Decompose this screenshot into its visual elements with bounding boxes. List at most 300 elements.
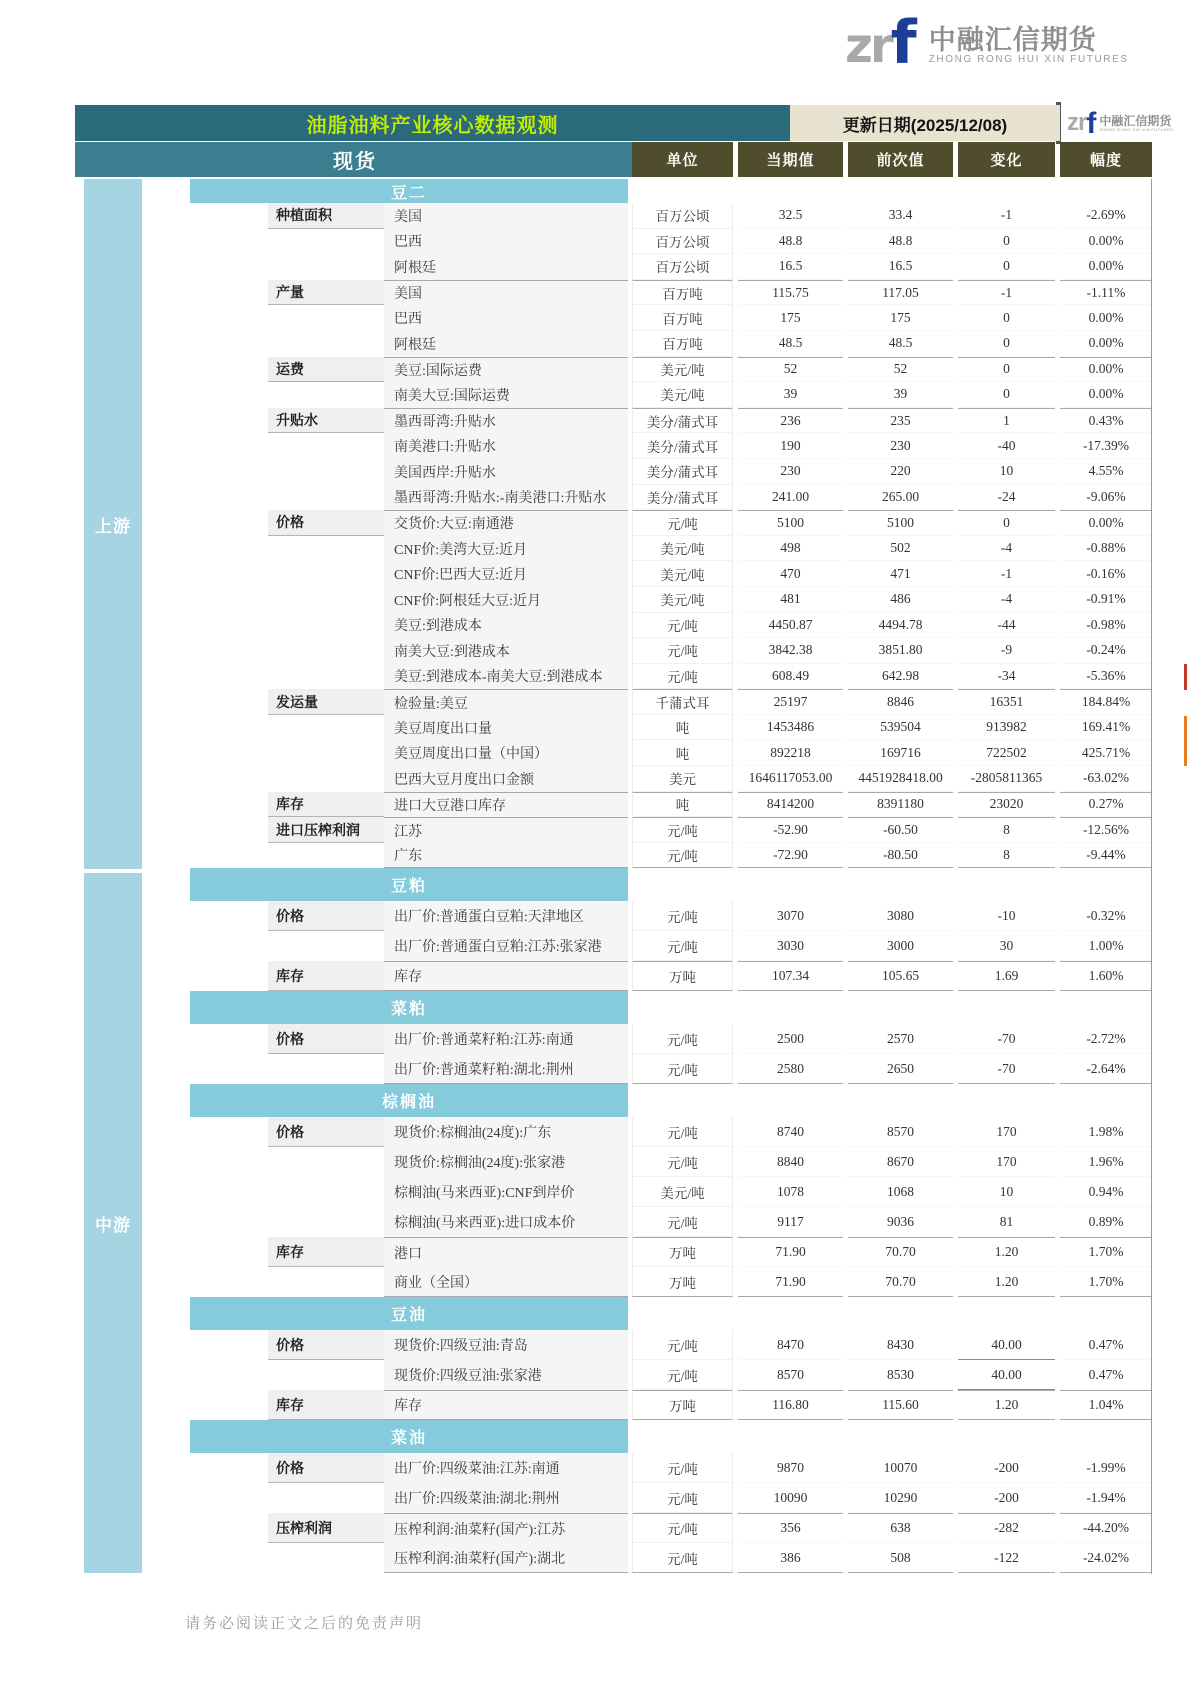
cell-change: 16351 bbox=[958, 689, 1055, 715]
cell-previous: 8846 bbox=[848, 689, 953, 715]
cell-unit: 元/吨 bbox=[632, 843, 733, 869]
row-label: 美豆周度出口量 bbox=[384, 715, 628, 741]
section-0 bbox=[75, 179, 1152, 868]
table-row bbox=[75, 792, 1152, 818]
category-label bbox=[268, 536, 384, 562]
cell-current: 481 bbox=[738, 587, 843, 613]
watermark-zr-text: zr bbox=[1067, 109, 1087, 137]
row-label: 美国 bbox=[384, 280, 628, 306]
category-label: 运费 bbox=[268, 357, 384, 383]
table-row bbox=[75, 229, 1152, 255]
cell-pct: 0.00% bbox=[1060, 357, 1152, 383]
cell-unit: 元/吨 bbox=[632, 1513, 733, 1543]
row-label: 出厂价:四级菜油:江苏:南通 bbox=[384, 1453, 628, 1483]
cell-unit: 元/吨 bbox=[632, 1117, 733, 1147]
cell-previous: 2650 bbox=[848, 1054, 953, 1084]
cell-change: 40.00 bbox=[958, 1360, 1055, 1390]
cell-unit: 千蒲式耳 bbox=[632, 689, 733, 715]
cell-change: 23020 bbox=[958, 792, 1055, 818]
category-label bbox=[268, 1267, 384, 1297]
cell-current: 107.34 bbox=[738, 961, 843, 991]
cell-unit: 百万吨 bbox=[632, 331, 733, 357]
column-header-current: 当期值 bbox=[738, 142, 843, 177]
row-label: 进口大豆港口库存 bbox=[384, 792, 628, 818]
category-label: 发运量 bbox=[268, 689, 384, 715]
cell-change: -9 bbox=[958, 638, 1055, 664]
row-label: CNF价:美湾大豆:近月 bbox=[384, 536, 628, 562]
row-label: 现货价:四级豆油:张家港 bbox=[384, 1360, 628, 1390]
cell-change: 170 bbox=[958, 1117, 1055, 1147]
cell-previous: 508 bbox=[848, 1543, 953, 1573]
table-row bbox=[75, 931, 1152, 961]
table-row bbox=[75, 280, 1152, 306]
company-logo bbox=[845, 8, 1129, 78]
row-label: 棕榈油(马来西亚):进口成本价 bbox=[384, 1207, 628, 1237]
cell-current: 3030 bbox=[738, 931, 843, 961]
cell-unit: 美元/吨 bbox=[632, 357, 733, 383]
category-label bbox=[268, 382, 384, 408]
table-row bbox=[75, 1237, 1152, 1267]
cell-previous: 48.8 bbox=[848, 229, 953, 255]
section-5 bbox=[75, 1420, 1152, 1573]
category-label bbox=[268, 931, 384, 961]
row-label: 商业（全国） bbox=[384, 1267, 628, 1297]
cell-pct: 0.00% bbox=[1060, 510, 1152, 536]
row-label: 出厂价:普通菜籽粕:湖北:荆州 bbox=[384, 1054, 628, 1084]
cell-unit: 美元/吨 bbox=[632, 587, 733, 613]
cell-unit: 万吨 bbox=[632, 1390, 733, 1420]
row-label: 美豆:国际运费 bbox=[384, 357, 628, 383]
row-label: 现货价:棕榈油(24度):张家港 bbox=[384, 1147, 628, 1177]
row-label: 南美大豆:国际运费 bbox=[384, 382, 628, 408]
row-label: 检验量:美豆 bbox=[384, 689, 628, 715]
cell-current: 9870 bbox=[738, 1453, 843, 1483]
cell-unit: 元/吨 bbox=[632, 1483, 733, 1513]
category-label bbox=[268, 766, 384, 792]
cell-pct: 1.00% bbox=[1060, 931, 1152, 961]
cell-previous: -80.50 bbox=[848, 843, 953, 869]
row-label: 出厂价:普通蛋白豆粕:天津地区 bbox=[384, 901, 628, 931]
cell-change: 1.20 bbox=[958, 1237, 1055, 1267]
cell-previous: 33.4 bbox=[848, 203, 953, 229]
cell-current: 241.00 bbox=[738, 485, 843, 511]
cell-current: 470 bbox=[738, 561, 843, 587]
cell-previous: 2570 bbox=[848, 1024, 953, 1054]
table-row bbox=[75, 1024, 1152, 1054]
logo-en-name: ZHONG RONG HUI XIN FUTURES bbox=[928, 54, 1129, 66]
cell-unit: 百万公顷 bbox=[632, 203, 733, 229]
category-label bbox=[268, 1054, 384, 1084]
cell-pct: 425.71% bbox=[1060, 740, 1152, 766]
cell-current: 48.5 bbox=[738, 331, 843, 357]
category-label bbox=[268, 740, 384, 766]
cell-current: 236 bbox=[738, 408, 843, 434]
table-row bbox=[75, 433, 1152, 459]
row-label: 美国 bbox=[384, 203, 628, 229]
cell-unit: 元/吨 bbox=[632, 1147, 733, 1177]
cell-current: 39 bbox=[738, 382, 843, 408]
cell-change: -1 bbox=[958, 561, 1055, 587]
cell-unit: 吨 bbox=[632, 715, 733, 741]
cell-unit: 元/吨 bbox=[632, 931, 733, 961]
row-label: 压榨利润:油菜籽(国产):江苏 bbox=[384, 1513, 628, 1543]
category-label: 库存 bbox=[268, 1237, 384, 1267]
cell-change: -44 bbox=[958, 613, 1055, 639]
row-label: 出厂价:普通蛋白豆粕:江苏:张家港 bbox=[384, 931, 628, 961]
side-band-upstream: 上游 bbox=[84, 179, 142, 869]
cell-pct: 1.96% bbox=[1060, 1147, 1152, 1177]
cell-previous: 230 bbox=[848, 433, 953, 459]
cell-current: 71.90 bbox=[738, 1267, 843, 1297]
cell-current: 9117 bbox=[738, 1207, 843, 1237]
cell-unit: 百万吨 bbox=[632, 305, 733, 331]
cell-change: -200 bbox=[958, 1483, 1055, 1513]
cell-previous: 8570 bbox=[848, 1117, 953, 1147]
cell-previous: 52 bbox=[848, 357, 953, 383]
cell-current: 115.75 bbox=[738, 280, 843, 306]
cell-change: 8 bbox=[958, 843, 1055, 869]
category-label bbox=[268, 1483, 384, 1513]
row-label: 南美大豆:到港成本 bbox=[384, 638, 628, 664]
cell-pct: -2.69% bbox=[1060, 203, 1152, 229]
row-label: 巴西 bbox=[384, 229, 628, 255]
cell-pct: 1.60% bbox=[1060, 961, 1152, 991]
cell-unit: 元/吨 bbox=[632, 1207, 733, 1237]
category-label: 压榨利润 bbox=[268, 1513, 384, 1543]
table-row bbox=[75, 254, 1152, 280]
cell-pct: -1.94% bbox=[1060, 1483, 1152, 1513]
category-label bbox=[268, 843, 384, 869]
row-label: 库存 bbox=[384, 1390, 628, 1420]
cell-previous: 8430 bbox=[848, 1330, 953, 1360]
cell-change: 10 bbox=[958, 1177, 1055, 1207]
row-label: 阿根廷 bbox=[384, 331, 628, 357]
table-row bbox=[75, 357, 1152, 383]
cell-previous: -60.50 bbox=[848, 817, 953, 843]
cell-previous: 169716 bbox=[848, 740, 953, 766]
cell-pct: -5.36% bbox=[1060, 664, 1152, 690]
table-row bbox=[75, 305, 1152, 331]
cell-change: 1.69 bbox=[958, 961, 1055, 991]
row-label: 美豆:到港成本-南美大豆:到港成本 bbox=[384, 664, 628, 690]
cell-unit: 元/吨 bbox=[632, 1024, 733, 1054]
table-row bbox=[75, 331, 1152, 357]
row-label: 巴西大豆月度出口金额 bbox=[384, 766, 628, 792]
cell-pct: -12.56% bbox=[1060, 817, 1152, 843]
cell-pct: -44.20% bbox=[1060, 1513, 1152, 1543]
cell-pct: 0.47% bbox=[1060, 1360, 1152, 1390]
logo-zr-text: zr bbox=[845, 17, 891, 74]
cell-current: 892218 bbox=[738, 740, 843, 766]
table-row bbox=[75, 1543, 1152, 1573]
cell-change: -34 bbox=[958, 664, 1055, 690]
cell-previous: 3851.80 bbox=[848, 638, 953, 664]
cell-pct: -0.32% bbox=[1060, 901, 1152, 931]
cell-previous: 39 bbox=[848, 382, 953, 408]
cell-change: -70 bbox=[958, 1024, 1055, 1054]
cell-change: 1.20 bbox=[958, 1390, 1055, 1420]
cell-unit: 元/吨 bbox=[632, 1543, 733, 1573]
cell-previous: 471 bbox=[848, 561, 953, 587]
cell-change: 30 bbox=[958, 931, 1055, 961]
cell-current: 25197 bbox=[738, 689, 843, 715]
row-label: 美豆:到港成本 bbox=[384, 613, 628, 639]
row-label: 巴西 bbox=[384, 305, 628, 331]
table-row bbox=[75, 1330, 1152, 1360]
cell-change: 170 bbox=[958, 1147, 1055, 1177]
cell-current: 190 bbox=[738, 433, 843, 459]
cell-current: 2500 bbox=[738, 1024, 843, 1054]
cell-change: -40 bbox=[958, 433, 1055, 459]
section-4 bbox=[75, 1297, 1152, 1420]
category-label bbox=[268, 433, 384, 459]
category-label bbox=[268, 638, 384, 664]
row-label: 广东 bbox=[384, 843, 628, 869]
cell-change: 10 bbox=[958, 459, 1055, 485]
table-row bbox=[75, 1453, 1152, 1483]
table-row bbox=[75, 961, 1152, 991]
cell-change: -1 bbox=[958, 203, 1055, 229]
category-label: 价格 bbox=[268, 1024, 384, 1054]
section-3 bbox=[75, 1084, 1152, 1297]
row-label: 现货价:棕榈油(24度):广东 bbox=[384, 1117, 628, 1147]
cell-pct: -2.72% bbox=[1060, 1024, 1152, 1054]
cell-current: 4450.87 bbox=[738, 613, 843, 639]
cell-unit: 美分/蒲式耳 bbox=[632, 433, 733, 459]
cell-current: 3070 bbox=[738, 901, 843, 931]
column-header-previous: 前次值 bbox=[848, 142, 953, 177]
cell-pct: 0.47% bbox=[1060, 1330, 1152, 1360]
cell-previous: 5100 bbox=[848, 510, 953, 536]
cell-unit: 元/吨 bbox=[632, 901, 733, 931]
cell-unit: 美分/蒲式耳 bbox=[632, 485, 733, 511]
category-label bbox=[268, 1177, 384, 1207]
section-header: 菜油 bbox=[190, 1420, 628, 1453]
category-label bbox=[268, 1360, 384, 1390]
cell-unit: 百万吨 bbox=[632, 280, 733, 306]
table-right-border bbox=[1151, 179, 1152, 1574]
row-label: 港口 bbox=[384, 1237, 628, 1267]
cell-unit: 元/吨 bbox=[632, 613, 733, 639]
cell-change: -24 bbox=[958, 485, 1055, 511]
table-row bbox=[75, 638, 1152, 664]
table-row bbox=[75, 817, 1152, 843]
update-date: 更新日期(2025/12/08) bbox=[790, 105, 1060, 141]
table-row bbox=[75, 1513, 1152, 1543]
category-label: 价格 bbox=[268, 510, 384, 536]
cell-unit: 吨 bbox=[632, 792, 733, 818]
section-header: 棕榈油 bbox=[190, 1084, 628, 1117]
category-label bbox=[268, 1543, 384, 1573]
cell-previous: 638 bbox=[848, 1513, 953, 1543]
cell-pct: -0.16% bbox=[1060, 561, 1152, 587]
cell-pct: 0.94% bbox=[1060, 1177, 1152, 1207]
row-label: 江苏 bbox=[384, 817, 628, 843]
category-label bbox=[268, 715, 384, 741]
cell-current: 230 bbox=[738, 459, 843, 485]
cell-change: 81 bbox=[958, 1207, 1055, 1237]
cell-unit: 元/吨 bbox=[632, 1453, 733, 1483]
cell-current: 3842.38 bbox=[738, 638, 843, 664]
cell-pct: 4.55% bbox=[1060, 459, 1152, 485]
cell-current: 1646117053.00 bbox=[738, 766, 843, 792]
cell-previous: 4451928418.00 bbox=[848, 766, 953, 792]
row-label: 美国西岸:升贴水 bbox=[384, 459, 628, 485]
cell-unit: 万吨 bbox=[632, 961, 733, 991]
category-label bbox=[268, 561, 384, 587]
cell-change: 722502 bbox=[958, 740, 1055, 766]
cell-change: 8 bbox=[958, 817, 1055, 843]
cell-pct: 184.84% bbox=[1060, 689, 1152, 715]
logo-cn-name: 中融汇信期货 bbox=[928, 24, 1097, 55]
cell-previous: 48.5 bbox=[848, 331, 953, 357]
data-sheet bbox=[75, 105, 1152, 1573]
cell-pct: -0.91% bbox=[1060, 587, 1152, 613]
row-label: 阿根廷 bbox=[384, 254, 628, 280]
table-row bbox=[75, 613, 1152, 639]
table-row bbox=[75, 1267, 1152, 1297]
category-label: 库存 bbox=[268, 792, 384, 818]
cell-unit: 元/吨 bbox=[632, 1330, 733, 1360]
section-header: 菜粕 bbox=[190, 991, 628, 1024]
cell-pct: -63.02% bbox=[1060, 766, 1152, 792]
cell-current: 48.8 bbox=[738, 229, 843, 255]
cell-pct: 1.70% bbox=[1060, 1237, 1152, 1267]
row-label: 美豆周度出口量（中国） bbox=[384, 740, 628, 766]
cell-pct: -24.02% bbox=[1060, 1543, 1152, 1573]
table-row bbox=[75, 203, 1152, 229]
cell-change: -4 bbox=[958, 536, 1055, 562]
cell-pct: -2.64% bbox=[1060, 1054, 1152, 1084]
table-row bbox=[75, 1360, 1152, 1390]
cell-pct: 1.98% bbox=[1060, 1117, 1152, 1147]
table-row bbox=[75, 485, 1152, 511]
category-label: 价格 bbox=[268, 1117, 384, 1147]
cell-pct: -9.06% bbox=[1060, 485, 1152, 511]
cell-current: 8840 bbox=[738, 1147, 843, 1177]
category-label bbox=[268, 331, 384, 357]
category-label bbox=[268, 587, 384, 613]
cell-previous: 4494.78 bbox=[848, 613, 953, 639]
cell-current: 498 bbox=[738, 536, 843, 562]
cell-change: 0 bbox=[958, 382, 1055, 408]
cell-pct: -0.24% bbox=[1060, 638, 1152, 664]
cell-current: -52.90 bbox=[738, 817, 843, 843]
cell-current: 10090 bbox=[738, 1483, 843, 1513]
cell-unit: 百万公顷 bbox=[632, 254, 733, 280]
cell-current: 1453486 bbox=[738, 715, 843, 741]
cell-pct: 0.43% bbox=[1060, 408, 1152, 434]
page-title: 油脂油料产业核心数据观测 bbox=[75, 105, 790, 141]
cell-unit: 万吨 bbox=[632, 1237, 733, 1267]
cell-change: -122 bbox=[958, 1543, 1055, 1573]
cell-unit: 美分/蒲式耳 bbox=[632, 459, 733, 485]
cell-change: -4 bbox=[958, 587, 1055, 613]
table-row bbox=[75, 1117, 1152, 1147]
side-band-midstream: 中游 bbox=[84, 873, 142, 1573]
watermark-en-name: ZHONG RONG HUI XIN FUTURES bbox=[1099, 126, 1174, 132]
cell-pct: 1.04% bbox=[1060, 1390, 1152, 1420]
category-label: 价格 bbox=[268, 901, 384, 931]
row-label: CNF价:阿根廷大豆:近月 bbox=[384, 587, 628, 613]
category-label bbox=[268, 1147, 384, 1177]
section-1 bbox=[75, 868, 1152, 991]
cell-unit: 美元/吨 bbox=[632, 382, 733, 408]
category-label bbox=[268, 1207, 384, 1237]
logo-f-text: f bbox=[890, 8, 917, 78]
category-label: 价格 bbox=[268, 1330, 384, 1360]
cell-previous: 3080 bbox=[848, 901, 953, 931]
disclaimer-text: 请务必阅读正文之后的免责声明 bbox=[185, 1615, 424, 1632]
cell-previous: 265.00 bbox=[848, 485, 953, 511]
row-label: 南美港口:升贴水 bbox=[384, 433, 628, 459]
cell-previous: 115.60 bbox=[848, 1390, 953, 1420]
cell-change: 0 bbox=[958, 331, 1055, 357]
cell-unit: 百万公顷 bbox=[632, 229, 733, 255]
row-label: 现货价:四级豆油:青岛 bbox=[384, 1330, 628, 1360]
cell-previous: 10070 bbox=[848, 1453, 953, 1483]
section-header: 豆二 bbox=[190, 179, 628, 203]
cell-pct: 169.41% bbox=[1060, 715, 1152, 741]
category-label bbox=[268, 613, 384, 639]
cell-previous: 16.5 bbox=[848, 254, 953, 280]
cell-previous: 8670 bbox=[848, 1147, 953, 1177]
cell-change: 0 bbox=[958, 357, 1055, 383]
cell-previous: 70.70 bbox=[848, 1237, 953, 1267]
row-label: CNF价:巴西大豆:近月 bbox=[384, 561, 628, 587]
cell-unit: 美元/吨 bbox=[632, 536, 733, 562]
cell-change: 0 bbox=[958, 510, 1055, 536]
table-row bbox=[75, 766, 1152, 792]
cell-current: 356 bbox=[738, 1513, 843, 1543]
cell-unit: 元/吨 bbox=[632, 1360, 733, 1390]
table-row bbox=[75, 664, 1152, 690]
cell-pct: 0.27% bbox=[1060, 792, 1152, 818]
row-label: 棕榈油(马来西亚):CNF到岸价 bbox=[384, 1177, 628, 1207]
cell-change: -282 bbox=[958, 1513, 1055, 1543]
cell-current: 608.49 bbox=[738, 664, 843, 690]
category-label bbox=[268, 664, 384, 690]
category-label bbox=[268, 229, 384, 255]
cell-current: 8570 bbox=[738, 1360, 843, 1390]
table-body bbox=[75, 179, 1152, 1573]
cell-pct: -0.88% bbox=[1060, 536, 1152, 562]
cell-previous: 486 bbox=[848, 587, 953, 613]
category-label: 库存 bbox=[268, 961, 384, 991]
cell-current: 32.5 bbox=[738, 203, 843, 229]
row-label: 出厂价:四级菜油:湖北:荆州 bbox=[384, 1483, 628, 1513]
cell-current: 5100 bbox=[738, 510, 843, 536]
row-label: 压榨利润:油菜籽(国产):湖北 bbox=[384, 1543, 628, 1573]
cell-unit: 美分/蒲式耳 bbox=[632, 408, 733, 434]
cell-unit: 元/吨 bbox=[632, 638, 733, 664]
cell-current: 8740 bbox=[738, 1117, 843, 1147]
table-row bbox=[75, 536, 1152, 562]
section-2 bbox=[75, 991, 1152, 1084]
cell-current: 2580 bbox=[738, 1054, 843, 1084]
cell-pct: -9.44% bbox=[1060, 843, 1152, 869]
category-label: 价格 bbox=[268, 1453, 384, 1483]
category-label bbox=[268, 485, 384, 511]
cell-current: 71.90 bbox=[738, 1237, 843, 1267]
category-label: 种植面积 bbox=[268, 203, 384, 229]
cell-current: 175 bbox=[738, 305, 843, 331]
cell-previous: 220 bbox=[848, 459, 953, 485]
cell-change: 40.00 bbox=[958, 1330, 1055, 1360]
cell-pct: -1.11% bbox=[1060, 280, 1152, 306]
cell-previous: 8530 bbox=[848, 1360, 953, 1390]
cell-change: -1 bbox=[958, 280, 1055, 306]
